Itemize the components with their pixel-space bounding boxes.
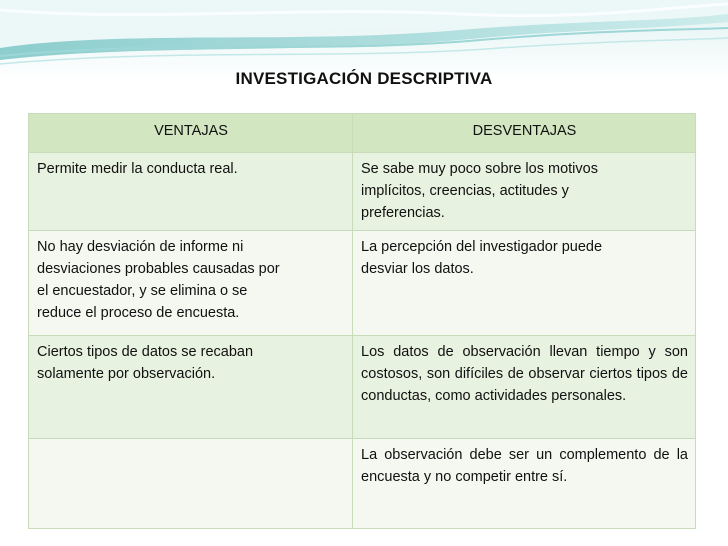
table-row	[29, 336, 696, 439]
table-header-row	[29, 114, 696, 153]
decorative-wave-banner	[0, 0, 728, 80]
desventaja-cell: La percepción del investigador puede desviar los datos.	[353, 231, 696, 336]
table-row	[29, 439, 696, 529]
page-title: INVESTIGACIÓN DESCRIPTIVA	[235, 69, 493, 88]
header-desventajas: DESVENTAJAS	[353, 114, 696, 153]
ventaja-cell: No hay desviación de informe ni desviaciones probables causadas por el encuestador, y se elimina o se reduce el proceso de encuesta.	[29, 231, 353, 336]
ventaja-cell-empty	[29, 439, 353, 529]
table-row	[29, 153, 696, 231]
desventaja-cell: La observación debe ser un complemento de la encuesta y no competir entre sí.	[353, 439, 696, 529]
comparison-table	[28, 113, 696, 529]
desventaja-cell: Los datos de observación llevan tiempo y son costosos, son difíciles de observar ciertos tipos de conductas, como actividades personales.	[353, 336, 696, 439]
desventaja-cell: Se sabe muy poco sobre los motivos implícitos, creencias, actitudes y preferencias.	[353, 153, 696, 231]
table-row	[29, 231, 696, 336]
ventaja-cell: Ciertos tipos de datos se recaban solamente por observación.	[29, 336, 353, 439]
ventaja-cell: Permite medir la conducta real.	[29, 153, 353, 231]
header-ventajas: VENTAJAS	[29, 114, 353, 153]
